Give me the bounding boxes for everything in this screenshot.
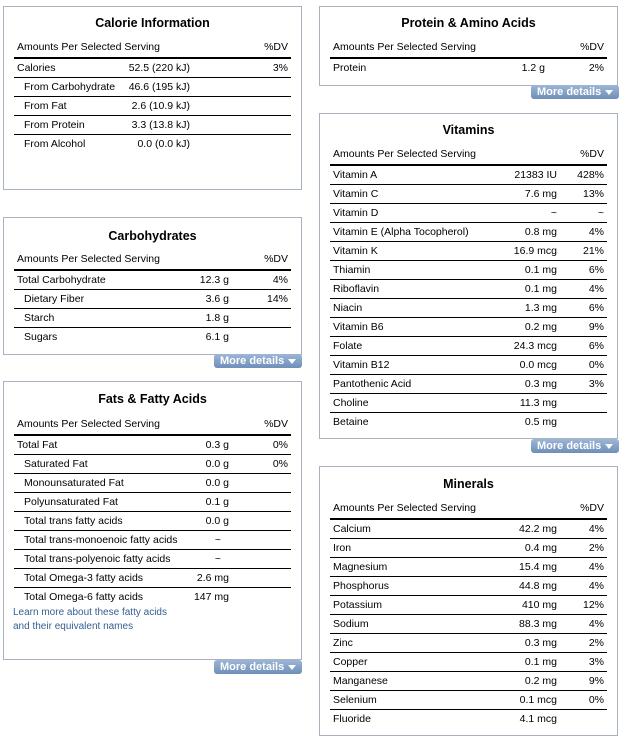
nutrient-name: Thiamin xyxy=(333,264,371,276)
nutrient-name: Saturated Fat xyxy=(24,458,88,470)
nutrient-amount: ~ xyxy=(550,207,557,219)
nutrient-name: Calories xyxy=(17,62,56,74)
nutrient-name: Sugars xyxy=(24,331,58,343)
protein-more-details-button[interactable] xyxy=(531,85,619,99)
nutrient-row xyxy=(330,539,607,558)
nutrient-row xyxy=(14,290,291,309)
nutrient-name: Polyunsaturated Fat xyxy=(24,496,118,508)
nutrient-name: From Protein xyxy=(24,119,85,131)
chevron-down-icon xyxy=(288,665,296,670)
nutrient-amount: 0.3 g xyxy=(205,439,229,451)
nutrient-amount: 21383 IU xyxy=(514,169,557,181)
nutrient-name: Total Fat xyxy=(17,439,58,451)
nutrient-amount: 0.0 mcg xyxy=(519,359,557,371)
nutrient-dv: 9% xyxy=(588,675,604,687)
nutrient-row xyxy=(330,615,607,634)
nutrient-amount: 6.1 g xyxy=(205,331,229,343)
table-header xyxy=(330,498,607,520)
nutrient-row xyxy=(14,78,291,97)
nutrient-row xyxy=(330,653,607,672)
header-dv: %DV xyxy=(264,418,288,430)
nutrient-name: From Fat xyxy=(24,100,67,112)
table-header xyxy=(14,249,291,271)
nutrient-name: Copper xyxy=(333,656,368,668)
table-header xyxy=(330,37,607,59)
nutrient-amount: 88.3 mg xyxy=(519,618,557,630)
header-label: Amounts Per Selected Serving xyxy=(333,41,476,53)
nutrient-dv: 6% xyxy=(588,340,604,352)
nutrient-row xyxy=(330,691,607,710)
nutrient-name: Magnesium xyxy=(333,561,388,573)
nutrient-name: From Alcohol xyxy=(24,138,86,150)
chevron-down-icon xyxy=(288,359,296,364)
nutrient-amount: 12.3 g xyxy=(199,274,229,286)
nutrient-row xyxy=(330,413,607,431)
vitamins-panel xyxy=(319,113,618,439)
nutrient-amount: 0.1 mcg xyxy=(519,694,557,706)
header-label: Amounts Per Selected Serving xyxy=(333,148,476,160)
nutrient-amount: 147 mg xyxy=(193,591,229,603)
nutrient-amount: 0.1 mg xyxy=(524,264,557,276)
nutrient-name: Total trans-polyenoic fatty acids xyxy=(24,553,171,565)
nutrient-row xyxy=(330,356,607,375)
nutrient-row xyxy=(330,337,607,356)
nutrient-name: Vitamin C xyxy=(333,188,379,200)
nutrient-name: Calcium xyxy=(333,523,371,535)
nutrient-dv: 4% xyxy=(588,618,604,630)
nutrient-row xyxy=(330,223,607,242)
nutrient-dv: 0% xyxy=(272,458,288,470)
nutrient-amount: 7.6 mg xyxy=(524,188,557,200)
nutrient-dv: 12% xyxy=(582,599,604,611)
nutrient-row xyxy=(14,97,291,116)
nutrient-row xyxy=(330,375,607,394)
nutrient-name: Total trans fatty acids xyxy=(24,515,123,527)
more-details-label: More details xyxy=(537,86,602,98)
nutrient-name: Vitamin B6 xyxy=(333,321,384,333)
nutrient-row xyxy=(14,550,291,569)
nutrient-name: Vitamin K xyxy=(333,245,378,257)
nutrient-amount: 11.3 mg xyxy=(519,397,557,409)
nutrient-amount: 16.9 mcg xyxy=(513,245,557,257)
nutrient-row xyxy=(330,299,607,318)
nutrient-row xyxy=(14,271,291,290)
header-dv: %DV xyxy=(580,502,604,514)
minerals-panel xyxy=(319,466,618,736)
nutrient-amount: 0.0 (0.0 kJ) xyxy=(137,138,190,150)
nutrient-amount: 0.3 mg xyxy=(524,637,557,649)
more-details-label: More details xyxy=(220,661,285,673)
nutrient-amount: 1.3 mg xyxy=(524,302,557,314)
header-dv: %DV xyxy=(264,253,288,265)
fats-table xyxy=(14,414,291,606)
fats-title: Fats & Fatty Acids xyxy=(98,392,207,406)
nutrient-amount: 1.2 g xyxy=(521,62,545,74)
nutrient-name: Selenium xyxy=(333,694,377,706)
nutrient-amount: 3.3 (13.8 kJ) xyxy=(131,119,190,131)
header-label: Amounts Per Selected Serving xyxy=(17,253,160,265)
nutrient-dv: 13% xyxy=(582,188,604,200)
nutrient-name: Starch xyxy=(24,312,55,324)
chevron-down-icon xyxy=(605,90,613,95)
nutrient-row xyxy=(330,59,607,77)
protein-panel xyxy=(319,6,618,86)
nutrient-row xyxy=(330,185,607,204)
nutrient-dv: 14% xyxy=(266,293,288,305)
nutrient-name: Niacin xyxy=(333,302,363,314)
header-dv: %DV xyxy=(264,41,288,53)
nutrient-dv: 428% xyxy=(577,169,604,181)
nutrient-amount: 410 mg xyxy=(521,599,557,611)
nutrient-row xyxy=(330,204,607,223)
nutrient-row xyxy=(14,531,291,550)
nutrient-dv: 0% xyxy=(272,439,288,451)
nutrient-name: Total trans-monoenoic fatty acids xyxy=(24,534,178,546)
nutrient-amount: 52.5 (220 kJ) xyxy=(128,62,190,74)
nutrient-name: Folate xyxy=(333,340,363,352)
nutrient-row xyxy=(14,474,291,493)
nutrient-amount: 44.8 mg xyxy=(519,580,557,592)
nutrient-row xyxy=(330,672,607,691)
nutrient-dv: 4% xyxy=(588,523,604,535)
carbs-title: Carbohydrates xyxy=(108,229,197,243)
nutrient-row xyxy=(330,710,607,728)
nutrient-row xyxy=(14,512,291,531)
nutrient-name: Phosphorus xyxy=(333,580,390,592)
nutrient-amount: 0.0 g xyxy=(205,515,229,527)
nutrient-amount: 0.8 mg xyxy=(524,226,557,238)
nutrient-name: Vitamin E (Alpha Tocopherol) xyxy=(333,226,469,238)
nutrient-dv: 3% xyxy=(588,378,604,390)
nutrient-row xyxy=(330,166,607,185)
fats-more-details-button[interactable] xyxy=(214,660,302,674)
nutrient-row xyxy=(14,455,291,474)
nutrient-row xyxy=(14,328,291,346)
nutrient-row xyxy=(14,493,291,512)
calorie-title: Calorie Information xyxy=(95,16,210,30)
calorie-table xyxy=(14,37,291,153)
nutrient-name: Iron xyxy=(333,542,352,554)
nutrient-amount: 24.3 mcg xyxy=(513,340,557,352)
nutrient-dv: 6% xyxy=(588,302,604,314)
nutrient-row xyxy=(330,634,607,653)
nutrient-dv: 9% xyxy=(588,321,604,333)
nutrient-amount: 0.0 g xyxy=(205,458,229,470)
fatty-acids-info-link[interactable] xyxy=(13,606,167,634)
nutrient-name: Sodium xyxy=(333,618,369,630)
fatty-acids-link-line2: and their equivalent names xyxy=(13,621,134,632)
table-header xyxy=(330,144,607,166)
table-header xyxy=(14,37,291,59)
calorie-panel xyxy=(3,6,302,190)
nutrient-dv: 4% xyxy=(588,283,604,295)
nutrient-row xyxy=(330,280,607,299)
nutrient-name: Total Omega-3 fatty acids xyxy=(24,572,144,584)
nutrient-amount: ~ xyxy=(214,553,221,565)
nutrient-name: Total Omega-6 fatty acids xyxy=(24,591,144,603)
carbs-more-details-button[interactable] xyxy=(214,354,302,368)
nutrient-amount: 0.1 mg xyxy=(524,656,557,668)
nutrient-amount: 0.5 mg xyxy=(524,416,557,428)
nutrient-name: Monounsaturated Fat xyxy=(24,477,124,489)
nutrient-dv: 4% xyxy=(588,580,604,592)
nutrient-name: Pantothenic Acid xyxy=(333,378,412,390)
header-label: Amounts Per Selected Serving xyxy=(17,418,160,430)
nutrient-name: Vitamin D xyxy=(333,207,379,219)
nutrient-dv: 4% xyxy=(588,226,604,238)
nutrient-row xyxy=(330,242,607,261)
nutrient-dv: 4% xyxy=(272,274,288,286)
nutrient-row xyxy=(14,309,291,328)
nutrient-row xyxy=(330,577,607,596)
nutrient-dv: 21% xyxy=(582,245,604,257)
nutrient-amount: 46.6 (195 kJ) xyxy=(128,81,190,93)
nutrient-row xyxy=(14,135,291,153)
nutrient-amount: 3.6 g xyxy=(205,293,229,305)
nutrient-row xyxy=(330,394,607,413)
nutrient-amount: 0.0 g xyxy=(205,477,229,489)
nutrient-name: Vitamin A xyxy=(333,169,378,181)
nutrient-name: Vitamin B12 xyxy=(333,359,390,371)
nutrient-name: Fluoride xyxy=(333,713,371,725)
chevron-down-icon xyxy=(605,444,613,449)
protein-table xyxy=(330,37,607,77)
nutrient-row xyxy=(330,520,607,539)
nutrient-name: From Carbohydrate xyxy=(24,81,116,93)
nutrient-amount: 0.1 g xyxy=(205,496,229,508)
nutrient-dv: 6% xyxy=(588,264,604,276)
nutrient-row xyxy=(14,436,291,455)
vitamins-table xyxy=(330,144,607,431)
nutrient-name: Manganese xyxy=(333,675,388,687)
fats-panel xyxy=(3,381,302,660)
nutrient-dv: 4% xyxy=(588,561,604,573)
carbs-table xyxy=(14,249,291,346)
protein-title: Protein & Amino Acids xyxy=(401,16,536,30)
nutrient-name: Zinc xyxy=(333,637,353,649)
more-details-label: More details xyxy=(220,355,285,367)
nutrient-dv: 0% xyxy=(588,359,604,371)
nutrient-amount: 0.2 mg xyxy=(524,321,557,333)
nutrient-dv: 2% xyxy=(588,542,604,554)
table-header xyxy=(14,414,291,436)
nutrient-row xyxy=(14,588,291,606)
fatty-acids-link-line1: Learn more about these fatty acids xyxy=(13,607,167,618)
nutrient-row xyxy=(330,318,607,337)
nutrient-dv: 0% xyxy=(588,694,604,706)
vitamins-more-details-button[interactable] xyxy=(531,439,619,453)
nutrient-name: Riboflavin xyxy=(333,283,380,295)
header-label: Amounts Per Selected Serving xyxy=(333,502,476,514)
nutrient-row xyxy=(14,59,291,78)
nutrient-name: Potassium xyxy=(333,599,383,611)
header-dv: %DV xyxy=(580,148,604,160)
nutrient-amount: 0.4 mg xyxy=(524,542,557,554)
nutrient-amount: 2.6 mg xyxy=(196,572,229,584)
carbs-panel xyxy=(3,217,302,355)
nutrient-amount: 0.1 mg xyxy=(524,283,557,295)
nutrient-name: Dietary Fiber xyxy=(24,293,85,305)
nutrient-row xyxy=(330,596,607,615)
nutrient-amount: ~ xyxy=(214,534,221,546)
minerals-table xyxy=(330,498,607,728)
nutrient-row xyxy=(330,558,607,577)
nutrient-dv: 2% xyxy=(588,637,604,649)
header-dv: %DV xyxy=(580,41,604,53)
nutrient-row xyxy=(330,261,607,280)
nutrient-amount: 4.1 mcg xyxy=(519,713,557,725)
nutrient-dv: ~ xyxy=(597,207,604,219)
nutrient-amount: 1.8 g xyxy=(205,312,229,324)
nutrient-dv: 3% xyxy=(272,62,288,74)
nutrient-dv: 3% xyxy=(588,656,604,668)
nutrient-amount: 0.3 mg xyxy=(524,378,557,390)
nutrient-amount: 15.4 mg xyxy=(519,561,557,573)
nutrient-amount: 0.2 mg xyxy=(524,675,557,687)
header-label: Amounts Per Selected Serving xyxy=(17,41,160,53)
nutrient-row xyxy=(14,116,291,135)
nutrient-name: Betaine xyxy=(333,416,369,428)
more-details-label: More details xyxy=(537,440,602,452)
minerals-title: Minerals xyxy=(443,477,494,491)
nutrient-dv: 2% xyxy=(588,62,604,74)
nutrient-row xyxy=(14,569,291,588)
nutrient-name: Choline xyxy=(333,397,369,409)
nutrient-amount: 2.6 (10.9 kJ) xyxy=(131,100,190,112)
nutrient-name: Protein xyxy=(333,62,367,74)
vitamins-title: Vitamins xyxy=(442,123,495,137)
nutrient-amount: 42.2 mg xyxy=(519,523,557,535)
nutrient-name: Total Carbohydrate xyxy=(17,274,106,286)
